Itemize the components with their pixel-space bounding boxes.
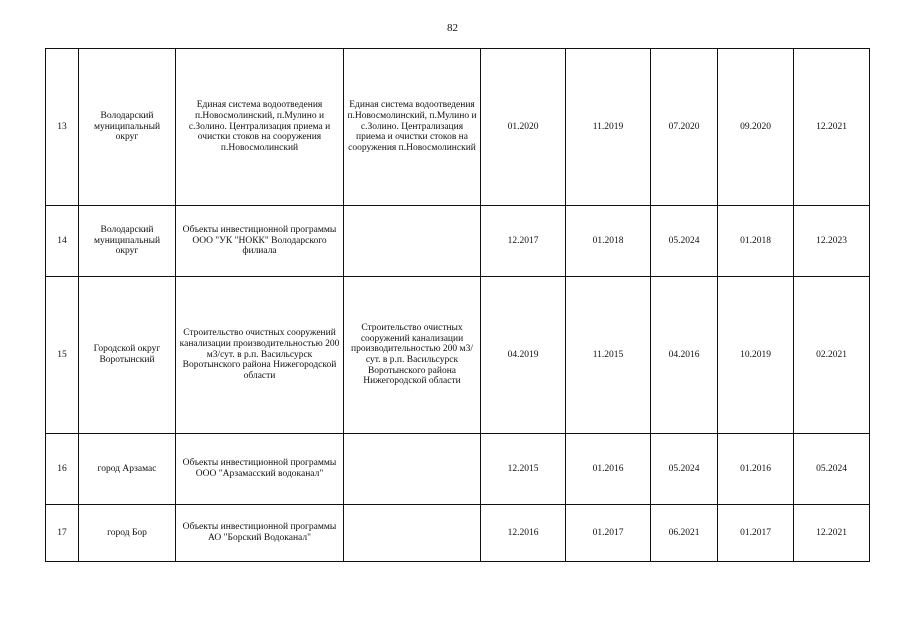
object-cell: Объекты инвестиционной программы ООО "Арзамасский водоканал" <box>176 434 344 505</box>
date-cell: 05.2024 <box>651 206 718 277</box>
event-cell <box>344 505 481 562</box>
municipality-cell: Володарский муниципальный округ <box>79 206 176 277</box>
municipality-cell: город Бор <box>79 505 176 562</box>
date-cell: 01.2018 <box>566 206 651 277</box>
row-number: 13 <box>46 49 79 206</box>
date-cell: 04.2016 <box>651 277 718 434</box>
date-cell: 04.2019 <box>481 277 566 434</box>
date-cell: 12.2015 <box>481 434 566 505</box>
object-cell: Объекты инвестиционной программы ООО "УК "НОКК" Володарского филиала <box>176 206 344 277</box>
date-cell: 02.2021 <box>794 277 870 434</box>
date-cell: 12.2021 <box>794 505 870 562</box>
date-cell: 10.2019 <box>718 277 794 434</box>
table-row <box>46 49 870 206</box>
object-cell: Единая система водоотведения п.Новосмолинский, п.Мулино и с.Золино. Централизация приема и очистки стоков на сооружения п.Новосмолинский <box>176 49 344 206</box>
date-cell: 12.2017 <box>481 206 566 277</box>
table-row <box>46 277 870 434</box>
object-cell: Объекты инвестиционной программы АО "Борский Водоканал" <box>176 505 344 562</box>
date-cell: 11.2019 <box>566 49 651 206</box>
date-cell: 01.2020 <box>481 49 566 206</box>
date-cell: 01.2017 <box>566 505 651 562</box>
date-cell: 12.2023 <box>794 206 870 277</box>
table-row <box>46 505 870 562</box>
date-cell: 07.2020 <box>651 49 718 206</box>
date-cell: 12.2021 <box>794 49 870 206</box>
date-cell: 01.2016 <box>718 434 794 505</box>
event-cell <box>344 206 481 277</box>
municipality-cell: город Арзамас <box>79 434 176 505</box>
schedule-table <box>45 48 870 562</box>
row-number: 15 <box>46 277 79 434</box>
date-cell: 11.2015 <box>566 277 651 434</box>
municipality-cell: Городской округ Воротынский <box>79 277 176 434</box>
date-cell: 05.2024 <box>651 434 718 505</box>
row-number: 14 <box>46 206 79 277</box>
object-cell: Строительство очистных сооружений канализации производительностью 200 м3/сут. в р.п. Васильсурск Воротынского района Нижегородской области <box>176 277 344 434</box>
date-cell: 09.2020 <box>718 49 794 206</box>
date-cell: 01.2017 <box>718 505 794 562</box>
table-row <box>46 206 870 277</box>
page-number: 82 <box>447 22 458 34</box>
event-cell <box>344 434 481 505</box>
date-cell: 05.2024 <box>794 434 870 505</box>
event-cell: Строительство очистных сооружений канализации производительностью 200 м3/сут. в р.п. Васильсурск Воротынского района Нижегородской области <box>344 277 481 434</box>
row-number: 17 <box>46 505 79 562</box>
event-cell: Единая система водоотведения п.Новосмолинский, п.Мулино и с.Золино. Централизация приема и очистки стоков на сооружения п.Новосмолинский <box>344 49 481 206</box>
table-row <box>46 434 870 505</box>
municipality-cell: Володарский муниципальный округ <box>79 49 176 206</box>
date-cell: 12.2016 <box>481 505 566 562</box>
date-cell: 01.2016 <box>566 434 651 505</box>
date-cell: 01.2018 <box>718 206 794 277</box>
row-number: 16 <box>46 434 79 505</box>
date-cell: 06.2021 <box>651 505 718 562</box>
